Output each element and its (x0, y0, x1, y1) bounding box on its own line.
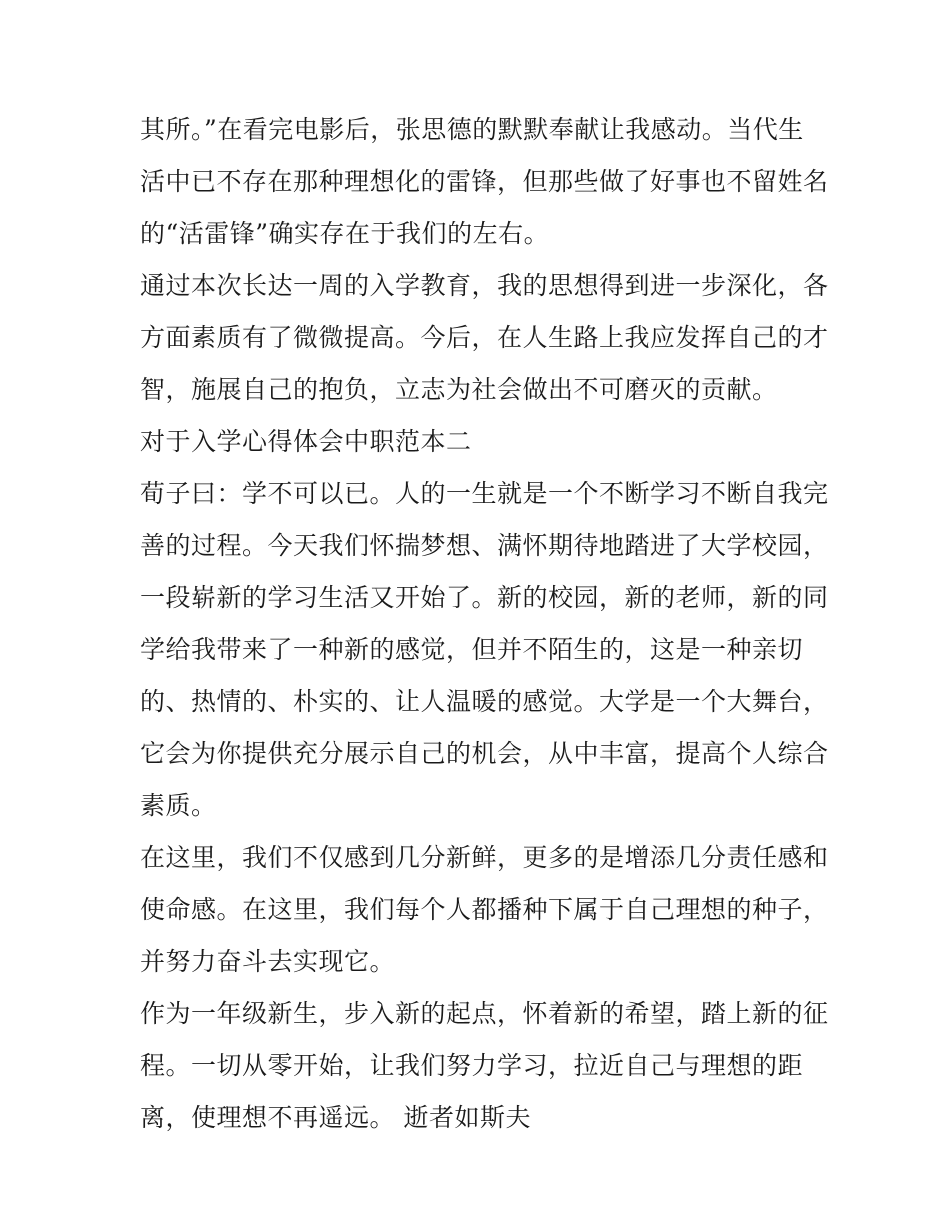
text-line: 智，施展自己的抱负，立志为社会做出不可磨灭的贡献。 (140, 375, 778, 404)
text-line: 荀子曰：学不可以已。人的一生就是一个不断学习不断自我完 (140, 479, 829, 508)
text-line: 它会为你提供充分展示自己的机会，从中丰富，提高个人综合 (140, 739, 829, 768)
text-line: 离，使理想不再遥远。 逝者如斯夫 (140, 1103, 531, 1132)
text-line: 方面素质有了微微提高。今后，在人生路上我应发挥自己的才 (140, 323, 829, 352)
text-line: 素质。 (140, 791, 217, 820)
document-body (140, 104, 829, 1144)
text-line: 程。一切从零开始，让我们努力学习，拉近自己与理想的距 (140, 1051, 804, 1080)
text-line: 活中已不存在那种理想化的雷锋，但那些做了好事也不留姓名 (140, 167, 829, 196)
text-line: 的“活雷锋”确实存在于我们的左右。 (140, 219, 550, 248)
text-line: 作为一年级新生，步入新的起点，怀着新的希望，踏上新的征 (140, 999, 829, 1028)
text-line: 学给我带来了一种新的感觉，但并不陌生的，这是一种亲切 (140, 635, 804, 664)
text-line: 其所。”在看完电影后，张思德的默默奉献让我感动。当代生 (140, 115, 804, 144)
text-line: 善的过程。今天我们怀揣梦想、满怀期待地踏进了大学校园， (140, 531, 829, 560)
text-line: 使命感。在这里，我们每个人都播种下属于自己理想的种子， (140, 895, 829, 924)
text-line: 一段崭新的学习生活又开始了。新的校园，新的老师，新的同 (140, 583, 829, 612)
text-line: 的、热情的、朴实的、让人温暖的感觉。大学是一个大舞台， (140, 687, 829, 716)
section-heading: 对于入学心得体会中职范本二 (140, 427, 472, 456)
text-line: 在这里，我们不仅感到几分新鲜，更多的是增添几分责任感和 (140, 843, 829, 872)
text-line: 通过本次长达一周的入学教育，我的思想得到进一步深化，各 (140, 271, 829, 300)
text-line: 并努力奋斗去实现它。 (140, 947, 396, 976)
